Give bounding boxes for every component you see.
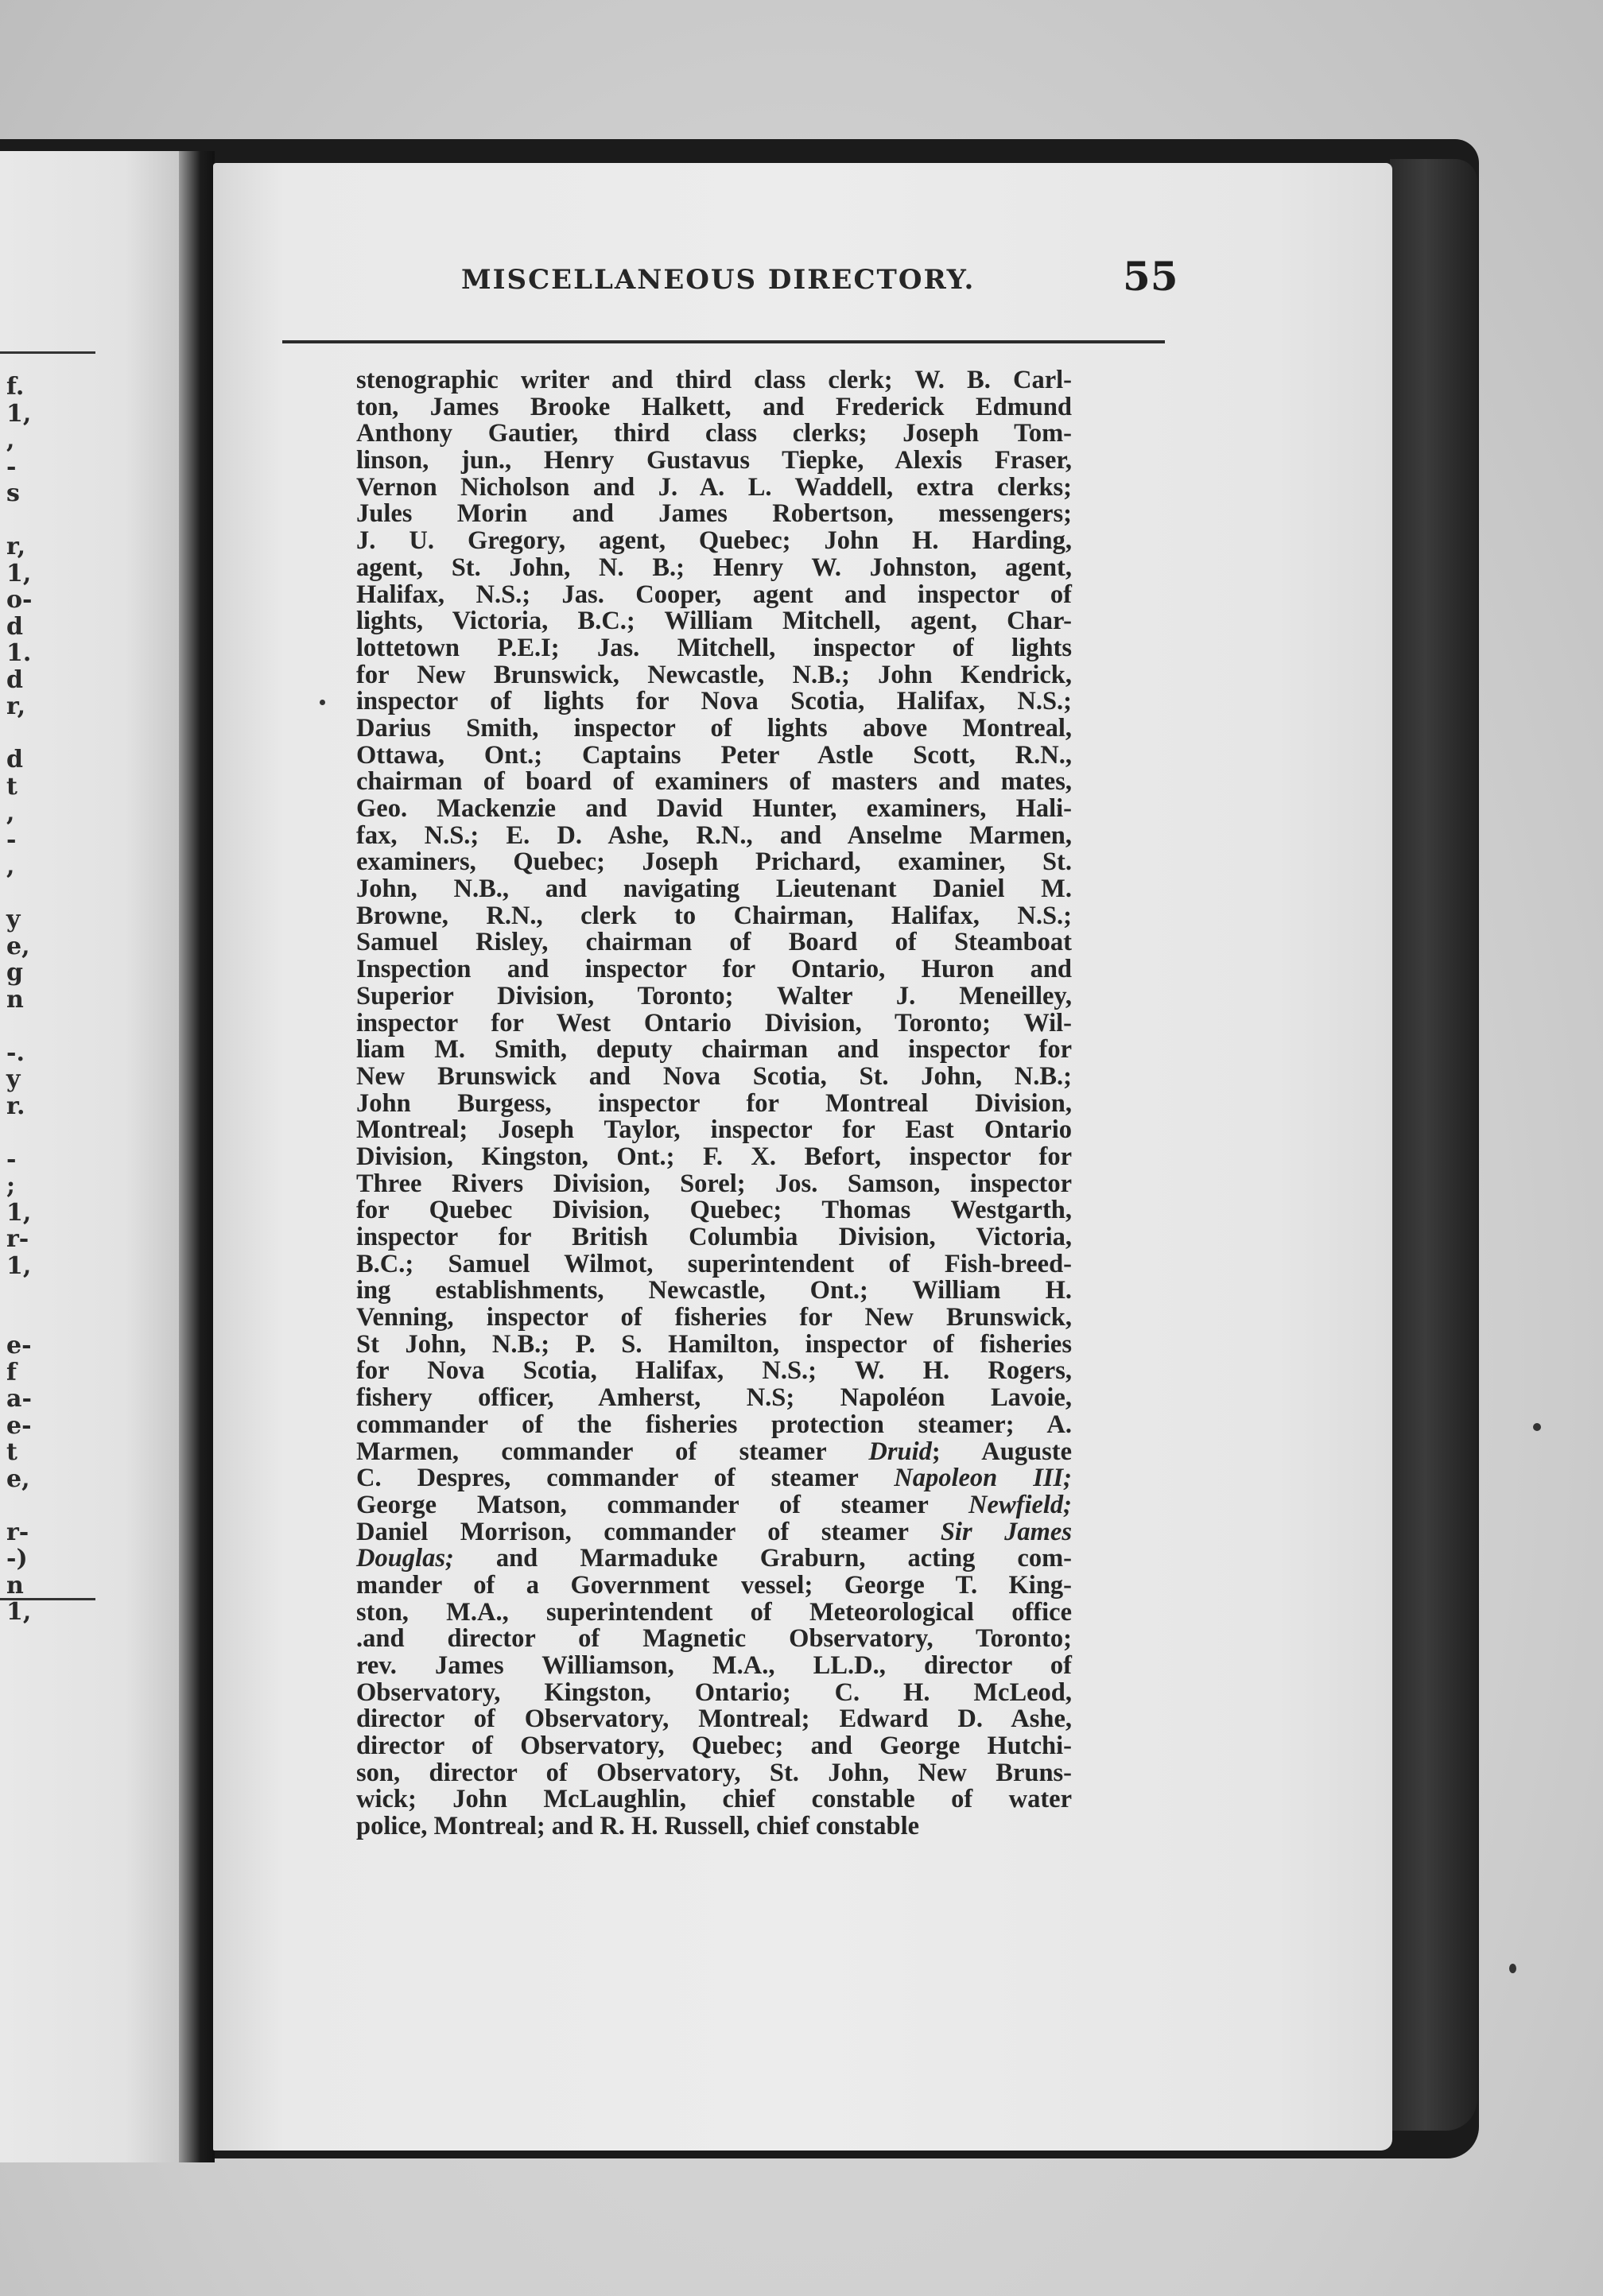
text-line: J. U. Gregory, agent, Quebec; John H. Harding, (356, 526, 1072, 556)
fragment: a- (6, 1385, 32, 1413)
text-line: fax, N.S.; E. D. Ashe, R.N., and Anselme Marmen, (356, 820, 1072, 850)
text-line: John Burgess, inspector for Montreal Division, (356, 1088, 1072, 1118)
fragment: o- (6, 586, 33, 614)
fragment: r. (6, 1092, 25, 1120)
text-line: Superior Division, Toronto; Walter J. Meneilley, (356, 981, 1072, 1010)
text-line: rev. James Williamson, M.A., LL.D., director of (356, 1651, 1072, 1680)
text-line: ing establishments, Newcastle, Ont.; William H. (356, 1276, 1072, 1305)
fragment: f. (6, 373, 25, 401)
dust-speck (320, 700, 325, 705)
fragment (6, 1013, 38, 1040)
fragment: r, (6, 692, 26, 720)
text-line: chairman of board of examiners of masters and mates, (356, 767, 1072, 797)
fragment: r- (6, 1225, 29, 1253)
fragment: ; (6, 1172, 16, 1200)
text-line: B.C.; Samuel Wilmot, superintendent of Fish-breed- (356, 1249, 1072, 1278)
text-line: Anthony Gautier, third class clerks; Joseph Tom- (356, 419, 1072, 448)
text-line: Division, Kingston, Ont.; F. X. Befort, inspector for (356, 1142, 1072, 1171)
text-line: inspector for British Columbia Division, Victoria, (356, 1223, 1072, 1251)
text-line: son, director of Observatory, St. John, New Bruns- (356, 1758, 1072, 1787)
text-line: liam M. Smith, deputy chairman and inspector for (356, 1035, 1072, 1065)
fragment: d (6, 665, 23, 694)
text-line: C. Despres, commander of steamer Napoleon III; (356, 1464, 1072, 1493)
text-line: Three Rivers Division, Sorel; Jos. Samson, inspector (356, 1169, 1072, 1198)
fragment (6, 507, 38, 534)
text-line: lights, Victoria, B.C.; William Mitchell, agent, Char- (356, 607, 1072, 636)
text-line: lottetown P.E.I; Jas. Mitchell, inspector of lights (356, 633, 1072, 662)
fragment: -. (6, 1038, 25, 1067)
fragment: d (6, 746, 23, 774)
fragment: y (6, 1065, 21, 1093)
fragment: d (6, 612, 23, 641)
text-line: Darius Smith, inspector of lights above Montreal, (356, 713, 1072, 743)
text-line: Observatory, Kingston, Ontario; C. H. McLeod, (356, 1677, 1072, 1707)
header-rule (282, 340, 1165, 343)
fragment (6, 720, 38, 747)
text-line: Montreal; Joseph Taylor, inspector for East Ontario (356, 1115, 1072, 1145)
previous-page-rule (0, 351, 95, 354)
text-line: George Matson, commander of steamer Newfield; (356, 1490, 1072, 1519)
fragment: e- (6, 1411, 32, 1440)
text-line: commander of the fisheries protection steamer; A. (356, 1410, 1072, 1439)
fragment: y (6, 906, 21, 933)
text-line: for Nova Scotia, Halifax, N.S.; W. H. Rogers, (356, 1356, 1072, 1386)
fragment: n (6, 985, 24, 1014)
fragment: -) (6, 1545, 28, 1573)
fragment: r, (6, 533, 26, 560)
text-line: fishery officer, Amherst, N.S; Napoléon Lavoie, (356, 1383, 1072, 1413)
text-line: St John, N.B.; P. S. Hamilton, inspector of fisheries (356, 1329, 1072, 1359)
text-line: John, N.B., and navigating Lieutenant Daniel M. (356, 875, 1072, 904)
fragment: 1, (6, 399, 32, 428)
text-line: examiners, Quebec; Joseph Prichard, examiner, St. (356, 847, 1072, 877)
fragment: r- (6, 1518, 29, 1546)
fragment: f (6, 1358, 17, 1387)
dust-speck (1533, 1423, 1541, 1431)
fragment: - (6, 1145, 17, 1173)
fragment: e, (6, 1464, 30, 1493)
fragment: e, (6, 932, 30, 960)
fragment: t (6, 772, 17, 801)
page-number: 55 (1123, 253, 1178, 300)
fragment (6, 880, 38, 907)
text-line: ton, James Brooke Halkett, and Frederick Edmund (356, 392, 1072, 421)
text-line: ston, M.A., superintendent of Meteorological office (356, 1597, 1072, 1627)
text-line: Marmen, commander of steamer Druid; Auguste (356, 1437, 1072, 1466)
text-line: .and director of Magnetic Observatory, Toronto; (356, 1624, 1072, 1654)
text-line: linson, jun., Henry Gustavus Tiepke, Alexis Fraser, (356, 446, 1072, 475)
text-line: Browne, R.N., clerk to Chairman, Halifax, N.S.; (356, 901, 1072, 930)
previous-page-text-fragments (6, 374, 38, 1626)
text-line: police, Montreal; and R. H. Russell, chief constable (356, 1812, 920, 1841)
fragment (6, 1119, 38, 1146)
text-line: for Quebec Division, Quebec; Thomas Westgarth, (356, 1196, 1072, 1225)
text-line: Inspection and inspector for Ontario, Huron and (356, 955, 1072, 984)
text-line: Ottawa, Ont.; Captains Peter Astle Scott, R.N., (356, 740, 1072, 770)
text-line: Jules Morin and James Robertson, messengers; (356, 499, 1072, 529)
fragment: - (6, 452, 17, 481)
fragment (6, 1279, 38, 1306)
fragment (6, 1306, 38, 1333)
fragment: 1, (6, 1598, 32, 1626)
text-line: Vernon Nicholson and J. A. L. Waddell, extra clerks; (356, 472, 1072, 502)
text-line: director of Observatory, Quebec; and George Hutchi- (356, 1732, 1072, 1761)
text-line: inspector of lights for Nova Scotia, Halifax, N.S.; (356, 687, 1072, 716)
fragment: 1, (6, 1198, 32, 1227)
fragment: 1, (6, 559, 32, 588)
text-line: agent, St. John, N. B.; Henry W. Johnston, agent, (356, 553, 1072, 582)
fragment: g (6, 959, 23, 987)
text-line: Geo. Mackenzie and David Hunter, examiners, Hali- (356, 794, 1072, 823)
fragment: - (6, 825, 17, 854)
fragment: s (6, 479, 20, 507)
text-line: Daniel Morrison, commander of steamer Sir James (356, 1517, 1072, 1546)
fragment: 1. (6, 639, 32, 667)
text-line: mander of a Government vessel; George T. King- (356, 1570, 1072, 1600)
text-line: for New Brunswick, Newcastle, N.B.; John Kendrick, (356, 660, 1072, 689)
fragment: t (6, 1438, 17, 1466)
fragment: n (6, 1571, 24, 1600)
fragment: , (6, 426, 15, 454)
running-head: MISCELLANEOUS DIRECTORY. (461, 264, 976, 296)
dust-speck (1509, 1964, 1516, 1973)
text-line: Douglas; and Marmaduke Graburn, acting com- (356, 1544, 1072, 1573)
fragment: e- (6, 1332, 32, 1359)
fragment: , (6, 799, 15, 827)
text-line: Samuel Risley, chairman of Board of Steamboat (356, 928, 1072, 957)
text-line: Venning, inspector of fisheries for New Brunswick, (356, 1303, 1072, 1332)
text-line: Halifax, N.S.; Jas. Cooper, agent and inspector of (356, 580, 1072, 609)
fragment (6, 1492, 38, 1519)
text-line: director of Observatory, Montreal; Edward D. Ashe, (356, 1705, 1072, 1734)
book-gutter (179, 151, 215, 2162)
text-line: stenographic writer and third class clerk; W. B. Carl- (356, 366, 1072, 394)
fragment: 1, (6, 1251, 32, 1280)
text-line: wick; John McLaughlin, chief constable of water (356, 1785, 1072, 1814)
directory-text (356, 367, 1072, 1840)
text-line: New Brunswick and Nova Scotia, St. John, N.B.; (356, 1061, 1072, 1091)
fragment: , (6, 852, 15, 880)
text-line: inspector for West Ontario Division, Toronto; Wil- (356, 1008, 1072, 1037)
book-page-edges (1390, 159, 1477, 2131)
